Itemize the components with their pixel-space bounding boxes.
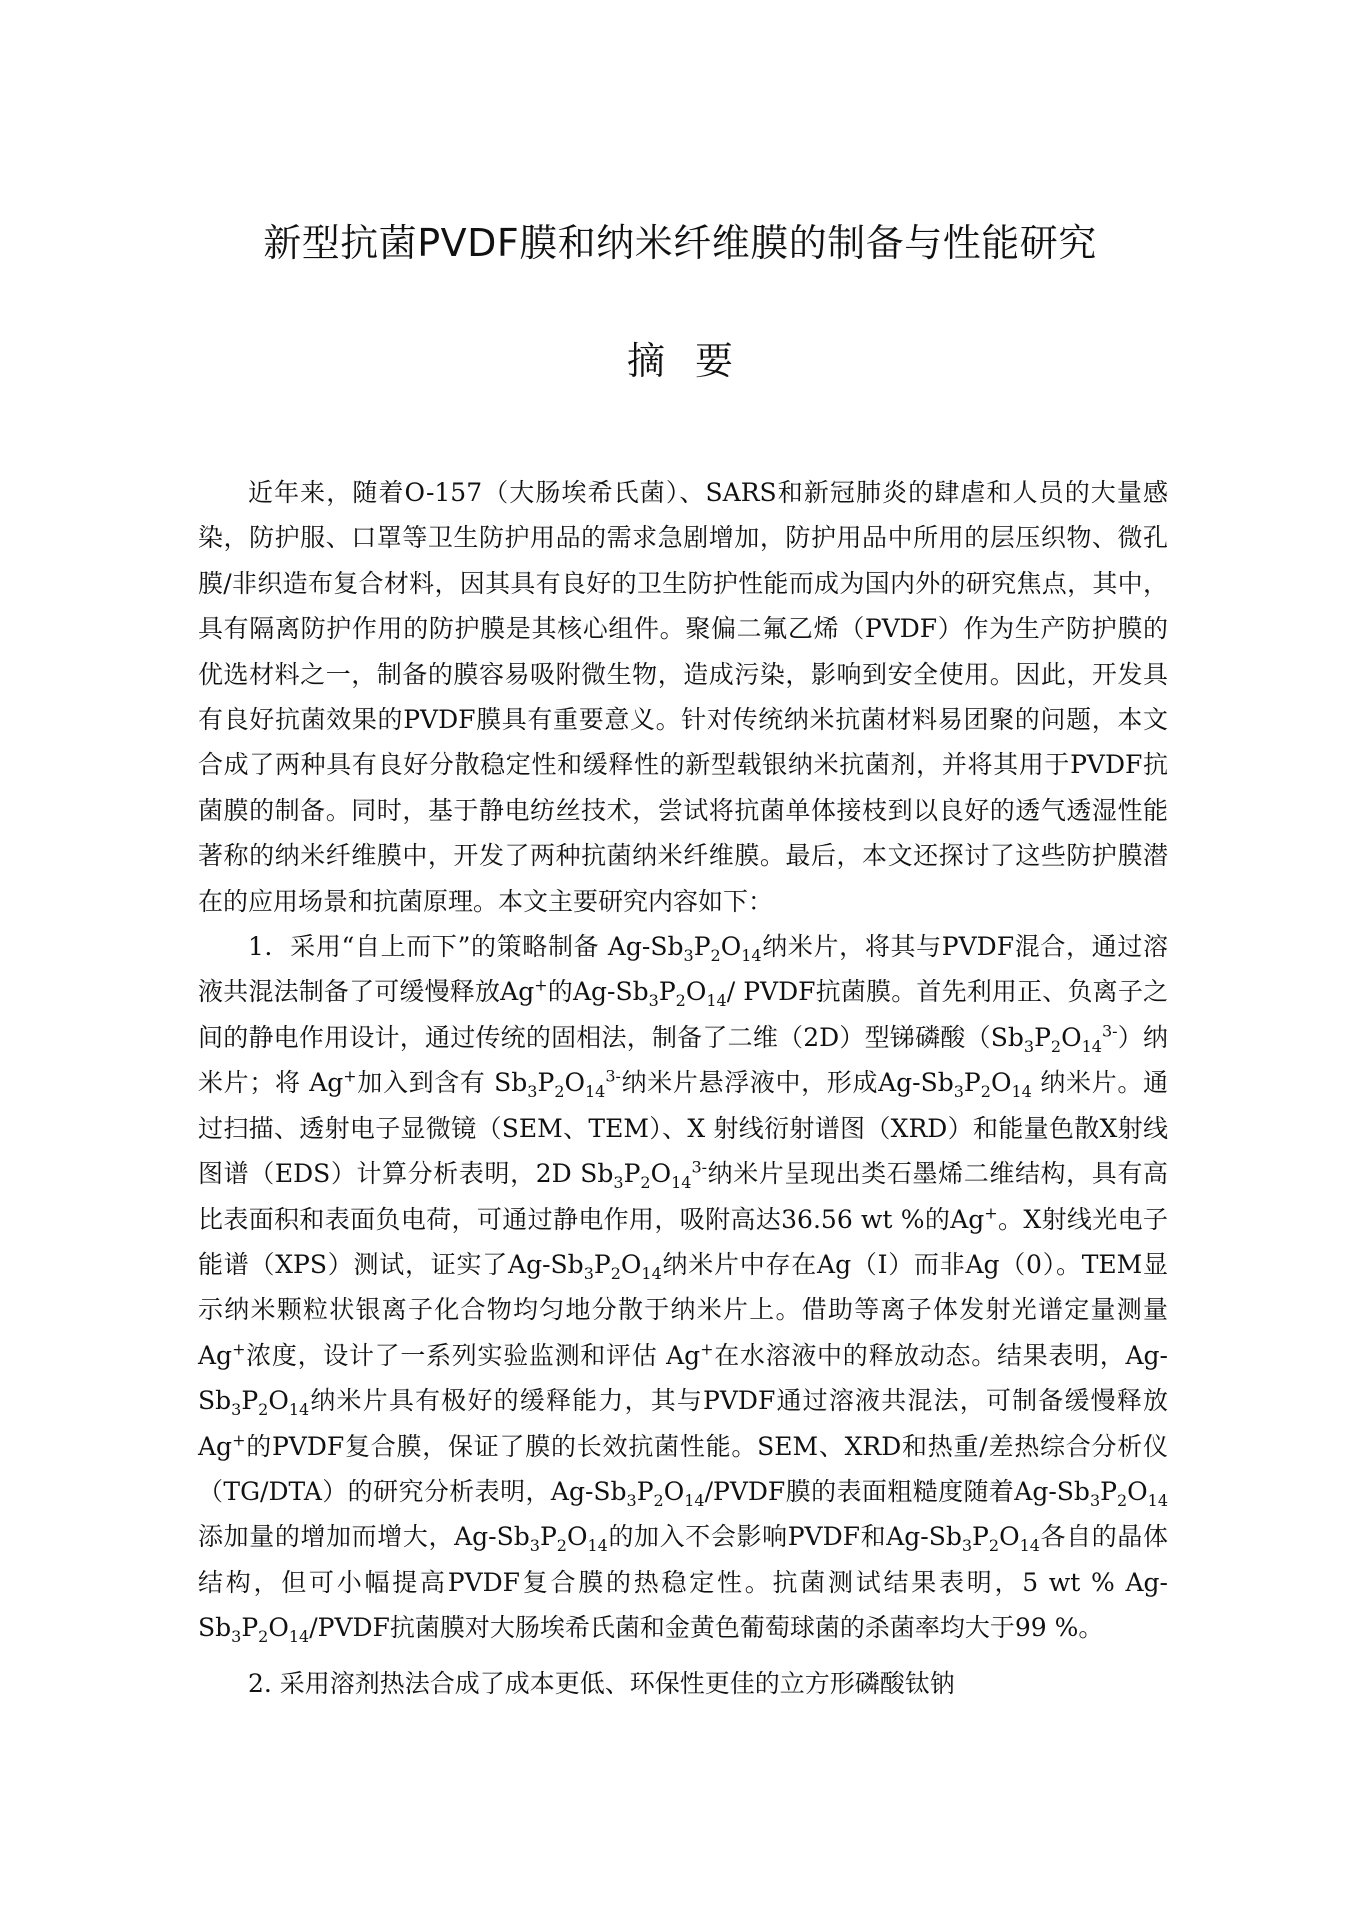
subscript: 3 [583,1263,594,1283]
subscript: 3 [648,991,659,1011]
subscript: 14 [288,1627,310,1647]
subscript: 2 [710,946,721,966]
subscript: 3 [231,1400,242,1420]
subscript: 3 [1023,1036,1035,1056]
subscript: 3 [683,946,694,966]
subscript: 2 [675,991,686,1011]
superscript: 3- [605,1066,621,1086]
document-title: 新型抗菌PVDF膜和纳米纤维膜的制备与性能研究 [263,221,1097,265]
subscript: 2 [1116,1490,1128,1510]
subscript: 3 [953,1082,964,1102]
subscript: 3 [626,1490,637,1510]
subscript: 14 [1019,1536,1040,1556]
superscript: + [343,1066,357,1086]
subscript: 14 [671,1173,692,1193]
paragraph-intro: 近年来，随着O-157（大肠埃希氏菌）、SARS和新冠肺炎的肆虐和人员的大量感染，防护服、口罩等卫生防护用品的需求急剧增加，防护用品中所用的层压织物、微孔膜/非织造布复合材料，因其具有良好的卫生防护性能而成为国内外的研究焦点，其中，具有隔离防护作用的防护膜是其核心组件。聚偏二氟乙烯（PVDF）作为生产防护膜的优选材料之一，制备的膜容易吸附微生物，造成污染，影响到安全使用。因此，开发具有良好抗菌效果的PVDF膜具有重要意义。针对传统纳米抗菌材料易团聚的问题，本文合成了两种具有良好分散稳定性和缓释性的新型载银纳米抗菌剂，并将其用于PVDF抗菌膜的制备。同时，基于静电纺丝技术，尝试将抗菌单体接枝到以良好的透气透湿性能著称的纳米纤维膜中，开发了两种抗菌纳米纤维膜。最后，本文还探讨了这些防护膜潜在的应用场景和抗菌原理。本文主要研究内容如下： [198,478,1168,916]
superscript: 3- [691,1157,708,1177]
subscript: 2 [980,1082,991,1102]
subscript: 3 [961,1536,973,1556]
subscript: 14 [587,1536,608,1556]
subscript: 2 [610,1263,621,1283]
subscript: 2 [640,1173,651,1193]
superscript: + [534,976,548,996]
subscript: 14 [585,1082,606,1102]
abstract-body [198,470,1168,1706]
abstract-heading: 摘要 [626,339,763,383]
subscript: 2 [258,1400,269,1420]
subscript: 2 [1050,1036,1062,1056]
subscript: 3 [1089,1490,1101,1510]
superscript: + [232,1430,246,1450]
subscript: 14 [1081,1036,1102,1056]
subscript: 14 [288,1400,310,1420]
paragraph-item-2: 2. 采用溶剂热法合成了成本更低、环保性更佳的立方形磷酸钛钠 [248,1668,955,1698]
subscript: 2 [556,1536,567,1556]
superscript: 3- [1101,1021,1118,1041]
subscript: 3 [613,1173,624,1193]
paragraph-item-1: 1．采用“自上而下”的策略制备 $Ag-Sb_3P_2O_{14}$纳米片，将其与PVDF混合，通过溶液共混法制备了可缓慢释放Ag+的$Ag-Sb_3P_2O_{14}/$ PVDF抗菌膜。首先利用正、负离子之间的静电作用设计，通过传统的固相法，制备了二维（2D）型锑磷酸$(Sb_3P_2O_{14}^{3-})$纳米片；将 Ag+加入到含有 $Sb_3P_2O_{14}^{3-}$纳米片悬浮液中，形成$Ag-Sb_3P_2O_{14}$ 纳米片。通过扫描、透射电子显微镜（SEM、TEM）、X 射线衍射谱图（XRD）和能量色散X射线图谱（EDS）计算分析表明，2D $Sb_3P_2O_{14}^{3-}$纳米片呈现出类石墨烯二维结构，具有高比表面积和表面负电荷，可通过静电作用，吸附高达36.56 wt %的Ag+。X射线光电子能谱（XPS）测试，证实了$Ag-Sb_3P_2O_{14}$纳米片中存在Ag（I）而非Ag（0）。TEM显示纳米颗粒状银离子化合物均匀地分散于纳米片上。借助等离子体发射光谱定量测量Ag+浓度，设计了一系列实验监测和评估 Ag+在水溶液中的释放动态。结果表明，$Ag-Sb_3P_2O_{14}$纳米片具有极好的缓释能力，其与PVDF通过溶液共混法，可制备缓慢释放Ag+的PVDF复合膜，保证了膜的长效抗菌性能。SEM、XRD和热重/差热综合分析仪（TG/DTA）的研究分析表明，$Ag-Sb_3P_2O_{14}$/PVDF膜的表面粗糙度随着$Ag-Sb_3P_2O_{14}$添加量的增加而增大，$Ag-Sb_3P_2O_{14}$的加入不会影响PVDF和$Ag-Sb_3P_2O_{14}$各自的晶体结构，但可小幅提高PVDF复合膜的热稳定性。抗菌测试结果表明，5 wt % $Ag-Sb_3P_2O_{14}$/PVDF抗菌膜对大肠埃希氏菌和金黄色葡萄球菌的杀菌率均大于99 %。 [198,932,1169,1647]
subscript: 2 [988,1536,1000,1556]
superscript: + [700,1339,714,1359]
subscript: 3 [529,1536,540,1556]
superscript: + [984,1203,998,1223]
subscript: 14 [641,1263,662,1283]
subscript: 14 [706,991,727,1011]
subscript: 2 [258,1627,269,1647]
superscript: + [232,1339,246,1359]
subscript: 3 [231,1627,242,1647]
subscript: 14 [741,946,762,966]
subscript: 3 [527,1082,538,1102]
subscript: 14 [1147,1490,1168,1510]
subscript: 2 [554,1082,565,1102]
subscript: 2 [653,1490,664,1510]
subscript: 14 [684,1490,705,1510]
subscript: 14 [1011,1082,1032,1102]
